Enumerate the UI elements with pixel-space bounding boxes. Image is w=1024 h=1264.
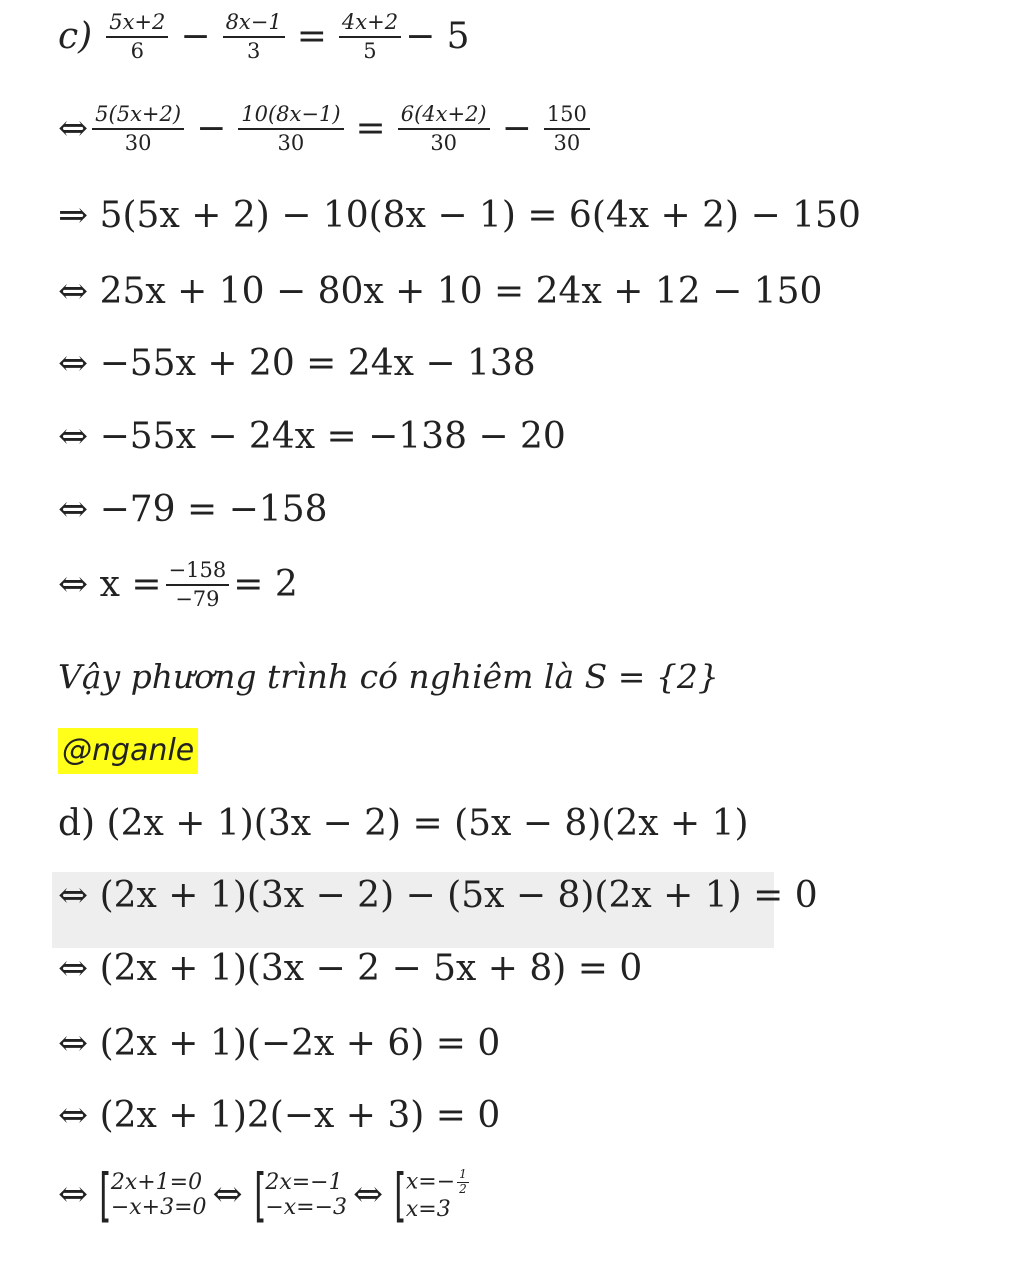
d-line-2: ⇔ (2x + 1)(3x − 2) − (5x − 8)(2x + 1) = 0 [58,875,818,916]
solution-suffix: = 2 [233,564,298,605]
bracket-icon: [ [99,1161,112,1229]
bracket-icon: [ [253,1161,267,1229]
author-tag: @nganle [58,728,198,774]
fraction: $\frac{5(5x+2)}{30}$ [92,104,184,154]
d-line-6 [58,1161,475,1229]
c-line-7: ⇔ −79 = −158 [58,489,328,530]
equivalence-symbol: ⇔ [212,1174,243,1215]
fraction: $\frac{10(8x-1)}{30}$ [238,104,343,154]
fraction: $\frac{1}{2}$ [459,1167,467,1196]
d-line-3: ⇔ (2x + 1)(3x − 2 − 5x + 8) = 0 [58,948,643,989]
equivalence-symbol: ⇔ [58,108,89,149]
c-line-4: ⇔ 25x + 10 − 80x + 10 = 24x + 12 − 150 [58,271,823,312]
c-line-6: ⇔ −55x − 24x = −138 − 20 [58,416,566,457]
system-2: [ 2x=−1 −x=−3 [253,1161,348,1229]
c-line-8 [58,560,298,610]
c-line-3: ⇒ 5(5x + 2) − 10(8x − 1) = 6(4x + 2) − 150 [58,195,861,236]
system-1: [ 2x+1=0 −x+3=0 [99,1161,207,1229]
d-line-5: ⇔ (2x + 1)2(−x + 3) = 0 [58,1095,501,1136]
d-line-4: ⇔ (2x + 1)(−2x + 6) = 0 [58,1023,501,1064]
part-c-label: c) [58,16,93,57]
equivalence-symbol: ⇔ [58,1174,89,1215]
fraction: $\frac{4x+2}{5}$ [339,12,401,62]
tail-term: − 5 [405,16,470,57]
system-3: [ x=− $\frac{1}{2}$ x=3 [394,1161,467,1229]
bracket-icon: [ [394,1161,407,1229]
fraction: $\frac{6(4x+2)}{30}$ [398,104,490,154]
c-line-2: ⇔ $\frac{5(5x+2)}{30}$ − $\frac{10(8x-1)}{30}$ = $\frac{6(4x+2)}{30}$ − $\frac{150}{30}$ [58,104,594,154]
fraction: $\frac{5x+2}{6}$ [106,12,168,62]
equivalence-symbol: ⇔ [353,1174,384,1215]
c-line-1: c) $\frac{5x+2}{6}$ − $\frac{8x-1}{3}$ = $\frac{4x+2}{5}$ − 5 [58,10,470,63]
fraction: $\frac{150}{30}$ [544,104,590,154]
d-line-1: d) (2x + 1)(3x − 2) = (5x − 8)(2x + 1) [58,803,749,844]
fraction: $\frac{8x-1}{3}$ [223,12,285,62]
conclusion: Vậy phương trình có nghiêm là S = {2} [58,657,719,696]
fraction: $\frac{-158}{-79}$ [166,560,230,610]
solution-prefix: ⇔ x = [58,564,162,605]
c-line-5: ⇔ −55x + 20 = 24x − 138 [58,343,536,384]
